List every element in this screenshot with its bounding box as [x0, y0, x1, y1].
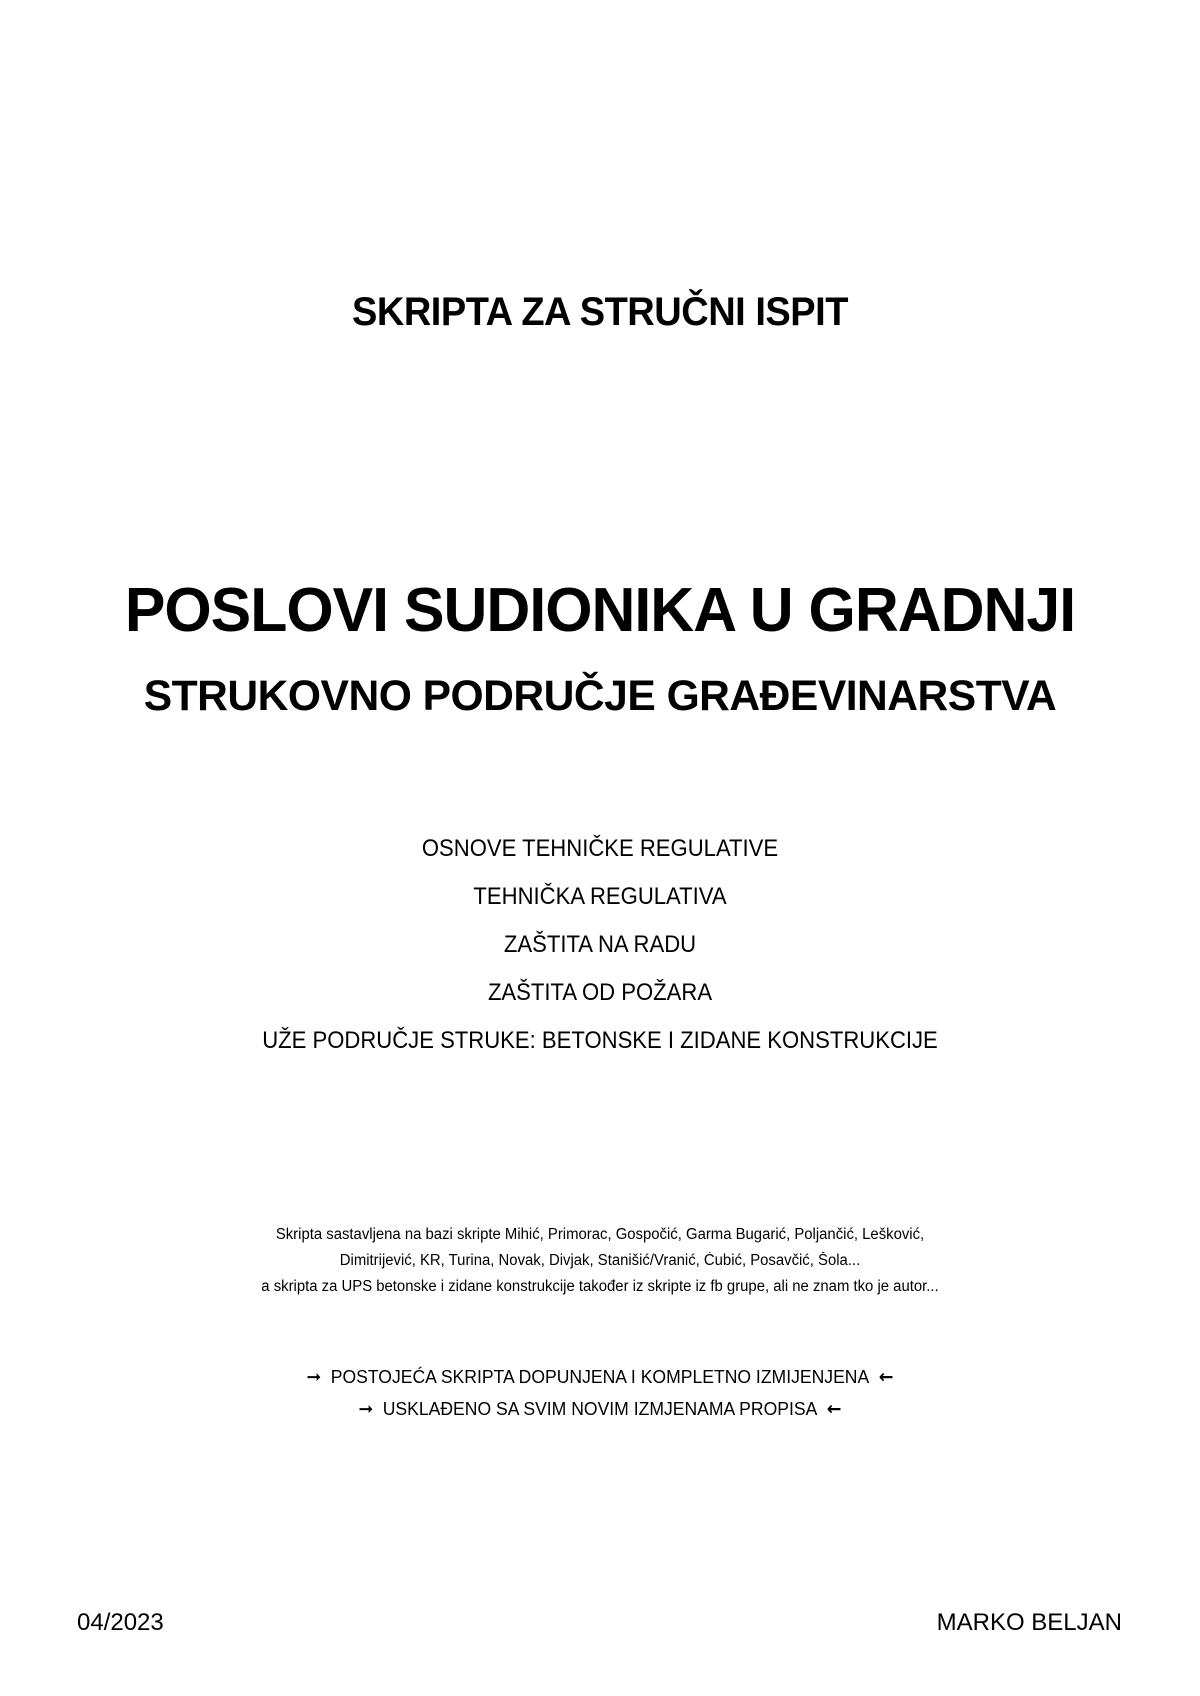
- topic-item: ZAŠTITA NA RADU: [503, 931, 697, 958]
- source-note-line: Skripta sastavljena na bazi skripte Mihić, Primorac, Gospočić, Garma Bugarić, Poljančić, Lešković,: [275, 1226, 925, 1243]
- document-title: POSLOVI SUDIONIKA U GRADNJI: [124, 576, 1076, 645]
- topic-item: TEHNIČKA REGULATIVA: [473, 883, 727, 910]
- arrow-right-icon: ➞: [306, 1367, 322, 1388]
- source-note-line: Dimitrijević, KR, Turina, Novak, Divjak, Stanišić/Vranić, Ćubić, Posavčić, Šola...: [339, 1252, 861, 1269]
- document-subtitle: STRUKOVNO PODRUČJE GRAĐEVINARSTVA: [143, 672, 1057, 720]
- footer-author: MARKO BELJAN: [936, 1609, 1122, 1636]
- source-note-line: a skripta za UPS betonske i zidane konstrukcije također iz skripte iz fb grupe, ali ne znam tko je autor...: [261, 1278, 939, 1295]
- arrow-left-icon: ←: [826, 1399, 842, 1420]
- topic-item: UŽE PODRUČJE STRUKE: BETONSKE I ZIDANE KONSTRUKCIJE: [262, 1027, 938, 1054]
- arrow-right-icon: ➞: [358, 1399, 374, 1420]
- script-subtitle: SKRIPTA ZA STRUČNI ISPIT: [352, 290, 848, 334]
- arrow-left-icon: ←: [878, 1367, 894, 1388]
- update-line: [30, 1366, 1170, 1388]
- topic-item: ZAŠTITA OD POŽARA: [487, 979, 713, 1006]
- update-text: USKLAĐENO SA SVIM NOVIM IZMJENAMA PROPISA: [382, 1398, 818, 1419]
- update-line: [30, 1398, 1170, 1420]
- topic-item: OSNOVE TEHNIČKE REGULATIVE: [421, 835, 779, 862]
- footer-date: 04/2023: [77, 1609, 164, 1636]
- update-text: POSTOJEĆA SKRIPTA DOPUNJENA I KOMPLETNO IZMIJENJENA: [330, 1366, 870, 1387]
